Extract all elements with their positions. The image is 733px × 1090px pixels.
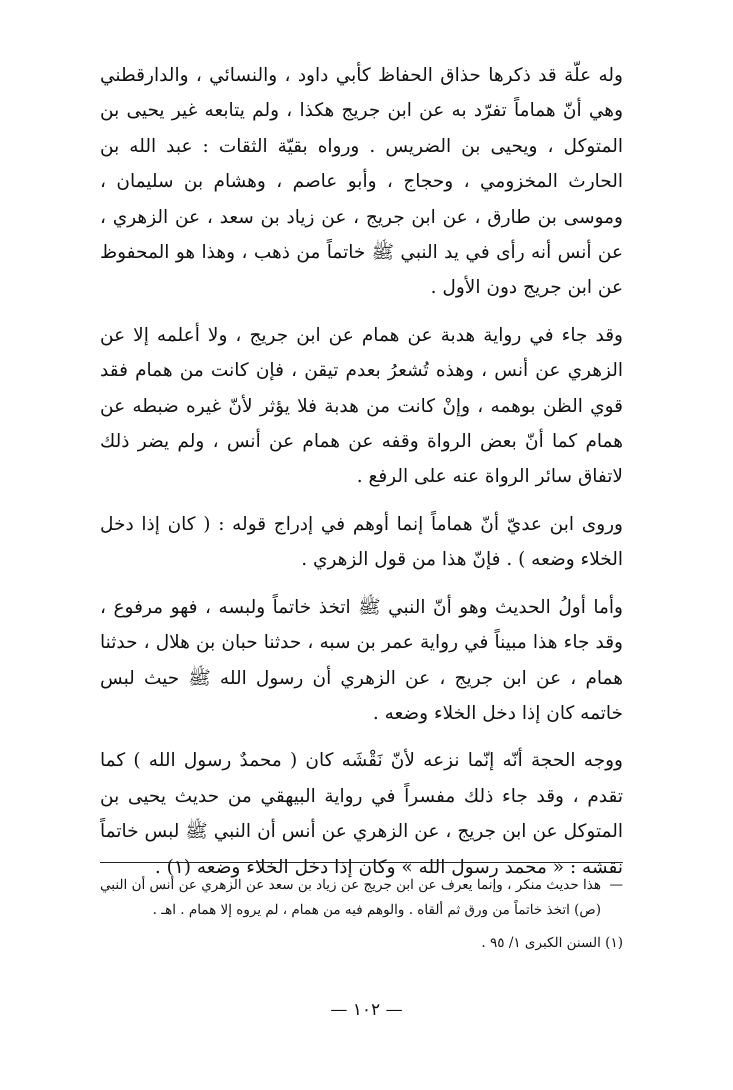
paragraph-3: وروى ابن عديّ أنّ هماماً إنما أوهم في إدراج قوله : ( كان إذا دخل الخلاء وضعه ) . فإنّ هذا من قول الزهري . bbox=[100, 513, 623, 571]
footnote-continued-text: هذا حديث منكر ، وإنما يعرف عن ابن جريج عن زياد بن سعد عن الزهري عن أنس أن النبي (ص) اتخذ خاتماً من ورق ثم ألقاه . والوهم فيه من همام ، لم يروه إلا همام . اهـ . bbox=[100, 877, 601, 918]
paragraph-1: وله علّة قد ذكرها حذاق الحفاظ كأبي داود ، والنسائي ، والدارقطني وهي أنّ هماماً تفرّد به عن ابن جريج هكذا ، ولم يتابعه غير يحيى بن المتوكل ، ويحيى بن الضريس . ورواه بقيّة الثقات : عبد الله بن الحارث المخزومي ، وحجاج ، وأبو عاصم ، وهشام بن سليمان ، وموسى بن طارق ، عن ابن جريج ، عن زياد بن سعد ، عن الزهري ، عن أنس أنه رأى في يد النبي ﷺ خاتماً من ذهب ، وهذا هو المحفوظ عن ابن جريج دون الأول . bbox=[100, 65, 623, 299]
footnote-continued bbox=[100, 873, 623, 923]
paragraph-2: وقد جاء في رواية هدبة عن همام عن ابن جريج ، ولا أعلمه إلا عن الزهري عن أنس ، وهذه تُشعرُ بعدم تيقن ، فإن كانت من همام فقد قوي الظن بوهمه ، وإنْ كانت من هدبة فلا يؤثر لأنّ غيره ضبطه عن همام كما أنّ بعض الرواة وقفه عن همام عن أنس ، ولم يضر ذلك لاتفاق سائر الرواة عنه على الرفع . bbox=[100, 324, 623, 488]
paragraph-5: ووجه الحجة أنّه إنّما نزعه لأنّ نَقْشَه كان ( محمدٌ رسول الله ) كما تقدم ، وقد جاء ذلك مفسراً في رواية البيهقي من حديث يحيى بن المتوكل عن ابن جريج ، عن الزهري عن أنس أن النبي ﷺ لبس خاتماً نقشه : « محمد رسول الله » وكان إذا دخل الخلاء وضعه (١) . bbox=[100, 750, 623, 878]
paragraph-4: وأما أولُ الحديث وهو أنّ النبي ﷺ اتخذ خاتماً ولبسه ، فهو مرفوع ، وقد جاء هذا مبيناً في رواية عمر بن سبه ، حدثنا حبان بن هلال ، حدثنا همام ، عن ابن جريج ، عن الزهري أن رسول الله ﷺ حيث لبس خاتمه كان إذا دخل الخلاء وضعه . bbox=[100, 596, 623, 724]
footnote-dash: — bbox=[609, 877, 623, 893]
page-number: — ١٠٢ — bbox=[330, 1000, 403, 1020]
main-text bbox=[100, 58, 623, 885]
footnotes bbox=[100, 862, 623, 956]
footnote-1: (١) السنن الكبرى ١/ ٩٥ . bbox=[481, 935, 623, 951]
